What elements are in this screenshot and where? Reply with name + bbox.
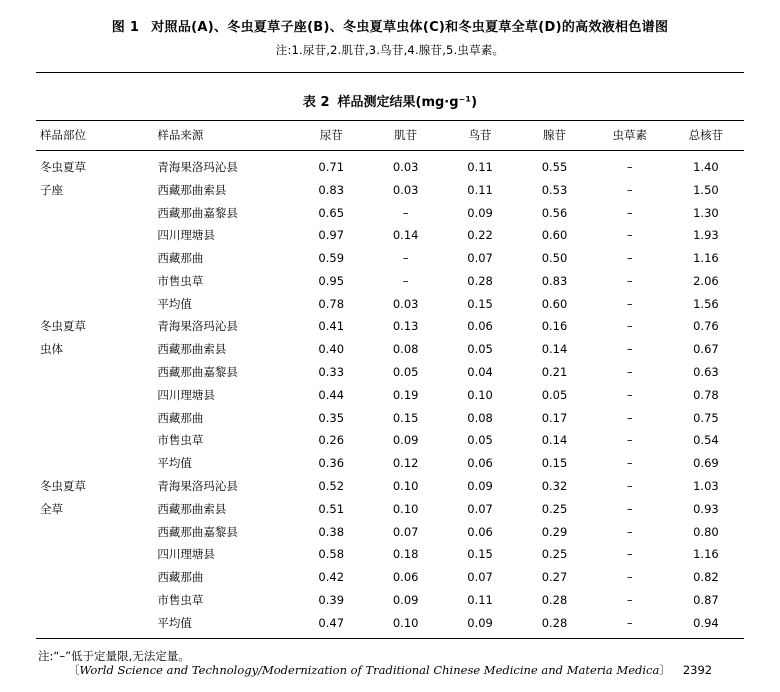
cell-adenosine: 0.16	[541, 319, 568, 334]
table-row	[36, 315, 744, 338]
cell-total: 1.16	[693, 251, 719, 266]
cell-source: 市售虫草	[157, 273, 204, 288]
cell-inosine: 0.10	[392, 478, 419, 493]
cell-uridine: 0.36	[318, 456, 345, 471]
cell-source: 四川理塘县	[157, 228, 215, 243]
table-row	[36, 611, 744, 637]
cell-total: 0.75	[693, 410, 719, 425]
table-row	[36, 270, 744, 293]
figure-caption	[36, 16, 744, 58]
cell-guanosine: 0.09	[467, 615, 493, 630]
figure-caption-text: 对照品(A)、冬虫夏草子座(B)、冬虫夏草虫体(C)和冬虫夏草全草(D)的高效液相色谱图	[151, 20, 669, 35]
table-number: 表 2	[302, 95, 330, 110]
page-footer: 〔World Science and Technology/Modernization of Traditional Chinese Medicine and Materia Medica〕 2392	[67, 663, 713, 677]
cell-total: 0.80	[693, 524, 719, 539]
cell-uridine: 0.26	[318, 433, 345, 448]
table-row	[36, 566, 744, 589]
cell-cordycepin: –	[626, 296, 633, 311]
cell-inosine: 0.18	[392, 547, 419, 562]
cell-adenosine: 0.50	[541, 251, 568, 266]
cell-inosine: 0.10	[392, 615, 419, 630]
journal-name: World Science and Technology/Modernization of Traditional Chinese Medicine and Materia Medica	[79, 663, 660, 677]
figure-number: 图 1	[111, 20, 140, 35]
cell-adenosine: 0.14	[541, 342, 568, 357]
cell-guanosine: 0.06	[467, 456, 493, 471]
cell-guanosine: 0.11	[467, 160, 493, 174]
table-body	[36, 151, 744, 638]
cell-part	[36, 611, 139, 637]
cell-cordycepin: –	[626, 501, 633, 516]
cell-total: 0.78	[693, 387, 719, 402]
column-header-uridine: 尿苷	[294, 121, 368, 151]
column-header-part: 样品部位	[36, 121, 139, 151]
cell-inosine: 0.13	[392, 319, 419, 334]
table-row	[36, 520, 744, 543]
cell-inosine: 0.09	[392, 433, 419, 448]
table-row	[36, 201, 744, 224]
table-title-text: 样品测定结果	[337, 95, 416, 110]
cell-cordycepin: –	[626, 547, 633, 562]
cell-cordycepin: –	[626, 433, 633, 448]
cell-inosine: –	[402, 251, 409, 266]
cell-uridine: 0.39	[318, 592, 345, 607]
cell-guanosine: 0.06	[467, 524, 493, 539]
cell-cordycepin: –	[626, 251, 633, 266]
cell-cordycepin: –	[626, 478, 633, 493]
cell-part: 虫体	[40, 342, 63, 357]
cell-total: 1.03	[693, 478, 719, 493]
figure-caption-line	[36, 16, 744, 35]
cell-source: 西藏那曲索县	[157, 182, 227, 197]
cell-guanosine: 0.07	[467, 501, 493, 516]
cell-source: 西藏那曲	[157, 570, 204, 585]
cell-adenosine: 0.60	[541, 296, 568, 311]
cell-adenosine: 0.17	[541, 410, 568, 425]
table-row	[36, 178, 744, 201]
cell-total: 0.63	[693, 365, 719, 380]
cell-total: 1.50	[693, 182, 719, 197]
cell-total: 1.93	[693, 228, 719, 243]
column-header-total: 总核苷	[668, 121, 744, 151]
cell-guanosine: 0.11	[467, 592, 493, 607]
cell-cordycepin: –	[626, 273, 633, 288]
table-row	[36, 151, 744, 179]
cell-inosine: 0.03	[392, 182, 419, 197]
cell-cordycepin: –	[626, 182, 633, 197]
cell-adenosine: 0.28	[541, 615, 568, 630]
cell-inosine: 0.07	[392, 524, 419, 539]
cell-cordycepin: –	[626, 228, 633, 243]
cell-part	[36, 406, 139, 429]
cell-adenosine: 0.55	[541, 160, 568, 174]
cell-guanosine: 0.06	[467, 319, 493, 334]
cell-guanosine: 0.09	[467, 205, 493, 220]
cell-cordycepin: –	[626, 570, 633, 585]
cell-uridine: 0.44	[318, 387, 345, 402]
table-row	[36, 429, 744, 452]
cell-uridine: 0.83	[318, 182, 345, 197]
cell-inosine: 0.03	[392, 160, 419, 174]
cell-uridine: 0.33	[318, 365, 345, 380]
table-row	[36, 338, 744, 361]
cell-part: 子座	[40, 182, 63, 197]
cell-total: 1.56	[693, 296, 719, 311]
table-head	[36, 121, 744, 151]
cell-part	[36, 543, 139, 566]
cell-cordycepin: –	[626, 205, 633, 220]
cell-adenosine: 0.27	[541, 570, 568, 585]
cell-cordycepin: –	[626, 524, 633, 539]
article-page	[0, 16, 780, 692]
cell-cordycepin: –	[626, 615, 633, 630]
cell-inosine: 0.15	[392, 410, 419, 425]
cell-total: 0.76	[693, 319, 719, 334]
column-header-source: 样品来源	[139, 121, 294, 151]
cell-guanosine: 0.10	[467, 387, 493, 402]
cell-inosine: 0.05	[392, 365, 419, 380]
cell-guanosine: 0.05	[467, 433, 493, 448]
table-row	[36, 497, 744, 520]
cell-uridine: 0.51	[318, 501, 345, 516]
cell-cordycepin: –	[626, 387, 633, 402]
cell-part	[36, 361, 139, 384]
table-row	[36, 361, 744, 384]
table-note: 注:“–”低于定量限,无法定量。	[38, 648, 190, 663]
cell-inosine: 0.12	[392, 456, 419, 471]
cell-part	[36, 383, 139, 406]
cell-uridine: 0.38	[318, 524, 345, 539]
cell-source: 青海果洛玛沁县	[157, 160, 238, 174]
column-header-guanosine: 鸟苷	[443, 121, 517, 151]
cell-guanosine: 0.07	[467, 570, 493, 585]
cell-adenosine: 0.14	[541, 433, 568, 448]
cell-adenosine: 0.60	[541, 228, 568, 243]
cell-guanosine: 0.08	[467, 410, 493, 425]
cell-adenosine: 0.15	[541, 456, 568, 471]
cell-adenosine: 0.83	[541, 273, 568, 288]
cell-source: 西藏那曲嘉黎县	[157, 365, 238, 380]
page-number: 2392	[682, 663, 713, 677]
cell-adenosine: 0.29	[541, 524, 568, 539]
table-row	[36, 588, 744, 611]
cell-inosine: –	[402, 205, 409, 220]
cell-cordycepin: –	[626, 456, 633, 471]
cell-inosine: 0.10	[392, 501, 419, 516]
cell-part	[36, 224, 139, 247]
cell-cordycepin: –	[626, 365, 633, 380]
cell-source: 西藏那曲索县	[157, 342, 227, 357]
cell-cordycepin: –	[626, 592, 633, 607]
table-row	[36, 543, 744, 566]
cell-guanosine: 0.07	[467, 251, 493, 266]
cell-guanosine: 0.09	[467, 478, 493, 493]
cell-source: 青海果洛玛沁县	[157, 478, 238, 493]
cell-uridine: 0.59	[318, 251, 345, 266]
cell-adenosine: 0.56	[541, 205, 568, 220]
cell-uridine: 0.71	[318, 160, 345, 174]
cell-source: 青海果洛玛沁县	[157, 319, 238, 334]
cell-cordycepin: –	[626, 342, 633, 357]
cell-total: 0.67	[693, 342, 719, 357]
cell-adenosine: 0.25	[541, 547, 568, 562]
cell-source: 西藏那曲嘉黎县	[157, 524, 238, 539]
table-row	[36, 452, 744, 475]
cell-uridine: 0.41	[318, 319, 345, 334]
cell-uridine: 0.58	[318, 547, 345, 562]
table-title	[36, 91, 744, 110]
cell-part: 全草	[40, 501, 63, 516]
table-row	[36, 383, 744, 406]
cell-part: 冬虫夏草	[40, 160, 86, 174]
cell-source: 市售虫草	[157, 433, 204, 448]
column-header-cordycepin: 虫草素	[592, 121, 668, 151]
cell-source: 市售虫草	[157, 592, 204, 607]
cell-part	[36, 270, 139, 293]
cell-total: 0.54	[693, 433, 719, 448]
cell-adenosine: 0.32	[541, 478, 568, 493]
cell-cordycepin: –	[626, 160, 633, 174]
cell-uridine: 0.35	[318, 410, 345, 425]
cell-part	[36, 429, 139, 452]
cell-guanosine: 0.15	[467, 296, 493, 311]
cell-source: 四川理塘县	[157, 387, 215, 402]
cell-inosine: 0.09	[392, 592, 419, 607]
caption-divider	[36, 72, 744, 73]
cell-inosine: 0.19	[392, 387, 419, 402]
cell-source: 平均值	[157, 296, 192, 311]
cell-part	[36, 292, 139, 315]
cell-guanosine: 0.05	[467, 342, 493, 357]
cell-uridine: 0.52	[318, 478, 345, 493]
column-header-adenosine: 腺苷	[517, 121, 591, 151]
cell-uridine: 0.47	[318, 615, 345, 630]
cell-guanosine: 0.28	[467, 273, 493, 288]
cell-part: 冬虫夏草	[40, 478, 86, 493]
cell-source: 平均值	[157, 456, 192, 471]
cell-source: 四川理塘县	[157, 547, 215, 562]
table-row	[36, 247, 744, 270]
table-header-row	[36, 121, 744, 151]
cell-inosine: 0.14	[392, 228, 419, 243]
cell-source: 西藏那曲	[157, 410, 204, 425]
cell-part	[36, 201, 139, 224]
cell-uridine: 0.95	[318, 273, 345, 288]
cell-uridine: 0.40	[318, 342, 345, 357]
cell-total: 0.82	[693, 570, 719, 585]
cell-adenosine: 0.25	[541, 501, 568, 516]
cell-guanosine: 0.11	[467, 182, 493, 197]
cell-part	[36, 566, 139, 589]
cell-part	[36, 452, 139, 475]
results-table	[36, 120, 744, 638]
cell-inosine: –	[402, 273, 409, 288]
cell-part	[36, 588, 139, 611]
cell-total: 1.30	[693, 205, 719, 220]
cell-total: 0.93	[693, 501, 719, 516]
cell-total: 0.94	[693, 615, 719, 630]
cell-uridine: 0.97	[318, 228, 345, 243]
cell-uridine: 0.78	[318, 296, 345, 311]
cell-source: 西藏那曲索县	[157, 501, 227, 516]
cell-total: 1.16	[693, 547, 719, 562]
table-row	[36, 292, 744, 315]
cell-inosine: 0.06	[392, 570, 419, 585]
cell-total: 0.87	[693, 592, 719, 607]
column-header-inosine: 肌苷	[368, 121, 442, 151]
table-row	[36, 475, 744, 498]
cell-inosine: 0.03	[392, 296, 419, 311]
cell-total: 0.69	[693, 456, 719, 471]
cell-part	[36, 247, 139, 270]
cell-source: 西藏那曲嘉黎县	[157, 205, 238, 220]
cell-part: 冬虫夏草	[40, 319, 86, 334]
cell-uridine: 0.65	[318, 205, 345, 220]
table-row	[36, 406, 744, 429]
table-unit: (mg·g⁻¹)	[415, 95, 478, 110]
cell-part	[36, 520, 139, 543]
cell-inosine: 0.08	[392, 342, 419, 357]
cell-total: 1.40	[693, 160, 719, 174]
table-bottom-divider	[36, 638, 744, 639]
cell-source: 平均值	[157, 615, 192, 630]
cell-source: 西藏那曲	[157, 251, 204, 266]
cell-total: 2.06	[693, 273, 719, 288]
cell-cordycepin: –	[626, 410, 633, 425]
figure-note: 注:1.尿苷,2.肌苷,3.鸟苷,4.腺苷,5.虫草素。	[275, 43, 505, 57]
cell-guanosine: 0.22	[467, 228, 493, 243]
cell-adenosine: 0.53	[541, 182, 568, 197]
cell-cordycepin: –	[626, 319, 633, 334]
cell-guanosine: 0.15	[467, 547, 493, 562]
cell-adenosine: 0.28	[541, 592, 568, 607]
cell-adenosine: 0.21	[541, 365, 568, 380]
table-row	[36, 224, 744, 247]
cell-uridine: 0.42	[318, 570, 345, 585]
cell-adenosine: 0.05	[541, 387, 568, 402]
cell-guanosine: 0.04	[467, 365, 493, 380]
